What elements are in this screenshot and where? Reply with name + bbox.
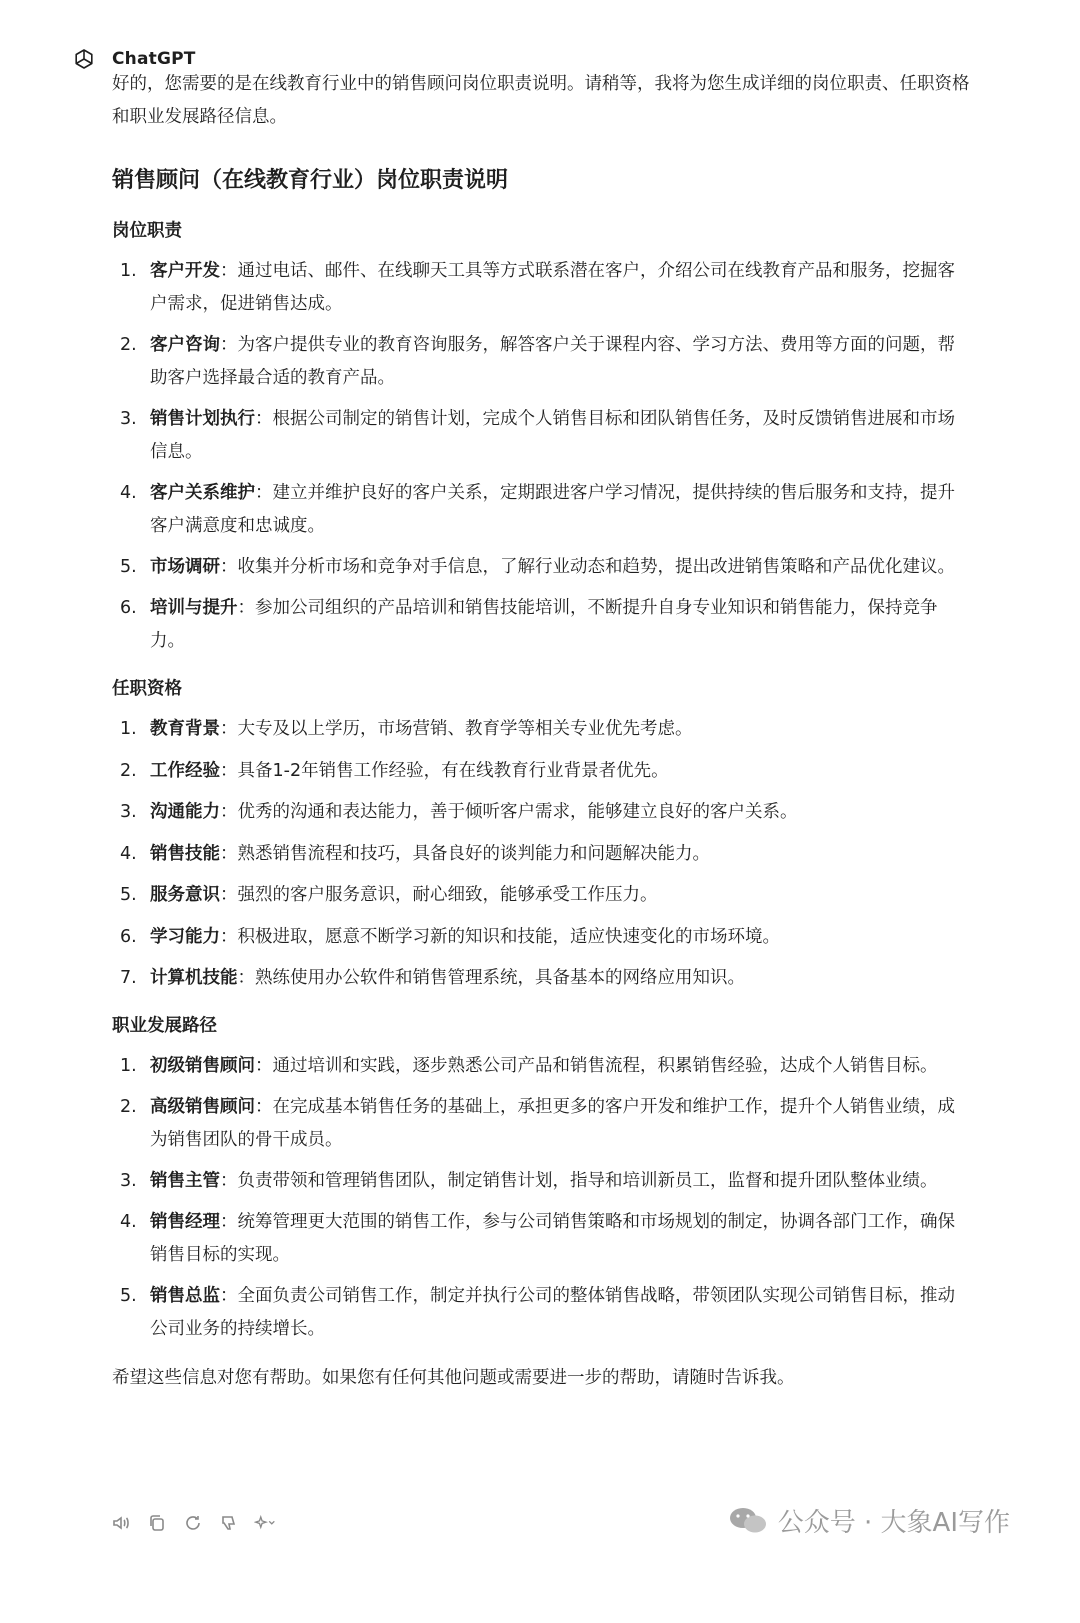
list-item-term: 销售技能 bbox=[150, 843, 220, 864]
wechat-watermark bbox=[728, 1502, 1010, 1539]
list-item bbox=[112, 1280, 972, 1346]
openai-logo-icon bbox=[70, 45, 98, 73]
list-item-number: 4. bbox=[120, 1212, 137, 1232]
list-item-text: ：强烈的客户服务意识，耐心细致，能够承受工作压力。 bbox=[220, 885, 658, 905]
list-item-term: 沟通能力 bbox=[150, 802, 220, 822]
wechat-icon bbox=[728, 1505, 768, 1537]
list-item-term: 销售计划执行 bbox=[150, 409, 255, 429]
list-item bbox=[112, 921, 972, 954]
list-item-text: ：收集并分析市场和竞争对手信息，了解行业动态和趋势，提出改进销售策略和产品优化建议。 bbox=[220, 557, 955, 577]
list-item-number: 5. bbox=[120, 1286, 137, 1306]
section-list bbox=[112, 1050, 972, 1346]
list-item-text: ：熟悉销售流程和技巧，具备良好的谈判能力和问题解决能力。 bbox=[220, 843, 710, 864]
list-item-number: 2. bbox=[120, 335, 137, 355]
list-item bbox=[112, 755, 972, 788]
section-heading: 任职资格 bbox=[112, 679, 182, 699]
list-item-text: ：根据公司制定的销售计划，完成个人销售目标和团队销售任务，及时反馈销售进展和市场信息。 bbox=[150, 409, 955, 462]
assistant-name: ChatGPT bbox=[112, 49, 196, 69]
speaker-icon[interactable] bbox=[110, 1512, 132, 1534]
list-item bbox=[112, 329, 972, 395]
list-item-text: ：负责带领和管理销售团队，制定销售计划，指导和培训新员工，监督和提升团队整体业绩。 bbox=[220, 1171, 938, 1191]
list-item-term: 客户开发 bbox=[150, 261, 220, 281]
list-item-number: 5. bbox=[120, 557, 137, 577]
list-item-number: 3. bbox=[120, 1171, 137, 1191]
list-item bbox=[112, 1206, 972, 1272]
list-item bbox=[112, 962, 972, 995]
list-item-term: 工作经验 bbox=[150, 760, 220, 781]
list-item-number: 1. bbox=[120, 261, 137, 281]
section-list bbox=[112, 255, 972, 658]
list-item bbox=[112, 713, 972, 746]
list-item bbox=[112, 1165, 972, 1198]
list-item-term: 高级销售顾问 bbox=[150, 1097, 255, 1117]
list-item-text: ：在完成基本销售任务的基础上，承担更多的客户开发和维护工作，提升个人销售业绩，成为销售团队的骨干成员。 bbox=[150, 1097, 955, 1150]
list-item bbox=[112, 255, 972, 321]
section-list bbox=[112, 713, 972, 995]
list-item-term: 市场调研 bbox=[150, 557, 220, 577]
list-item-text: ：具备1-2年销售工作经验，有在线教育行业背景者优先。 bbox=[220, 760, 669, 781]
list-item-number: 2. bbox=[120, 1097, 137, 1117]
list-item-number: 2. bbox=[120, 760, 137, 781]
list-item-text: ：熟练使用办公软件和销售管理系统，具备基本的网络应用知识。 bbox=[237, 968, 745, 988]
list-item bbox=[112, 838, 972, 871]
list-item-text: ：全面负责公司销售工作，制定并执行公司的整体销售战略，带领团队实现公司销售目标，推动公司业务的持续增长。 bbox=[150, 1286, 955, 1339]
message-actions bbox=[110, 1512, 276, 1534]
copy-icon[interactable] bbox=[146, 1512, 168, 1534]
list-item-text: ：大专及以上学历，市场营销、教育学等相关专业优先考虑。 bbox=[220, 719, 693, 739]
list-item-number: 4. bbox=[120, 483, 137, 503]
section-heading: 职业发展路径 bbox=[112, 1016, 217, 1036]
list-item-number: 3. bbox=[120, 409, 137, 429]
list-item bbox=[112, 403, 972, 469]
list-item-text: ：为客户提供专业的教育咨询服务，解答客户关于课程内容、学习方法、费用等方面的问题，帮助客户选择最合适的教育产品。 bbox=[150, 335, 955, 388]
list-item-term: 初级销售顾问 bbox=[150, 1056, 255, 1076]
list-item bbox=[112, 1050, 972, 1083]
list-item-number: 6. bbox=[120, 926, 137, 947]
list-item-text: ：通过培训和实践，逐步熟悉公司产品和销售流程，积累销售经验，达成个人销售目标。 bbox=[255, 1056, 938, 1076]
list-item-number: 7. bbox=[120, 968, 137, 988]
closing-text: 希望这些信息对您有帮助。如果您有任何其他问题或需要进一步的帮助，请随时告诉我。 bbox=[112, 1368, 795, 1388]
list-item-text: ：参加公司组织的产品培训和销售技能培训，不断提升自身专业知识和销售能力，保持竞争力。 bbox=[150, 598, 938, 651]
list-item-term: 教育背景 bbox=[150, 719, 220, 739]
sections bbox=[112, 216, 972, 1346]
list-item bbox=[112, 551, 972, 584]
watermark-text: 公众号 · 大象AI写作 bbox=[777, 1508, 1010, 1538]
list-item-term: 客户关系维护 bbox=[150, 483, 255, 503]
list-item-term: 客户咨询 bbox=[150, 335, 220, 355]
list-item-number: 5. bbox=[120, 885, 137, 905]
list-item-text: ：建立并维护良好的客户关系，定期跟进客户学习情况，提供持续的售后服务和支持，提升客户满意度和忠诚度。 bbox=[150, 483, 955, 536]
list-item bbox=[112, 879, 972, 912]
list-item-term: 学习能力 bbox=[150, 926, 220, 947]
regenerate-icon[interactable] bbox=[182, 1512, 204, 1534]
section-heading: 岗位职责 bbox=[112, 221, 182, 241]
list-item-term: 培训与提升 bbox=[150, 598, 238, 618]
intro-text: 好的，您需要的是在线教育行业中的销售顾问岗位职责说明。请稍等，我将为您生成详细的岗位职责、任职资格和职业发展路径信息。 bbox=[112, 74, 970, 127]
list-item bbox=[112, 592, 972, 658]
list-item-number: 1. bbox=[120, 1056, 137, 1076]
list-item-term: 销售总监 bbox=[150, 1286, 220, 1306]
sparkle-model-icon[interactable] bbox=[254, 1512, 276, 1534]
list-item-number: 6. bbox=[120, 598, 137, 618]
list-item-number: 3. bbox=[120, 802, 137, 822]
list-item-number: 1. bbox=[120, 719, 137, 739]
list-item-text: ：积极进取，愿意不断学习新的知识和技能，适应快速变化的市场环境。 bbox=[220, 926, 780, 947]
list-item-term: 销售主管 bbox=[150, 1171, 220, 1191]
list-item bbox=[112, 1091, 972, 1157]
list-item-term: 计算机技能 bbox=[150, 968, 238, 988]
list-item-term: 服务意识 bbox=[150, 885, 220, 905]
list-item-number: 4. bbox=[120, 843, 137, 864]
list-item-text: ：优秀的沟通和表达能力，善于倾听客户需求，能够建立良好的客户关系。 bbox=[220, 802, 798, 822]
message-content bbox=[112, 68, 972, 1395]
list-item bbox=[112, 796, 972, 829]
list-item-text: ：统筹管理更大范围的销售工作，参与公司销售策略和市场规划的制定，协调各部门工作，确保销售目标的实现。 bbox=[150, 1212, 955, 1265]
thumbs-down-icon[interactable] bbox=[218, 1512, 240, 1534]
list-item-term: 销售经理 bbox=[150, 1212, 220, 1232]
list-item bbox=[112, 477, 972, 543]
doc-title: 销售顾问（在线教育行业）岗位职责说明 bbox=[112, 168, 509, 193]
list-item-text: ：通过电话、邮件、在线聊天工具等方式联系潜在客户，介绍公司在线教育产品和服务，挖掘客户需求，促进销售达成。 bbox=[150, 261, 955, 314]
